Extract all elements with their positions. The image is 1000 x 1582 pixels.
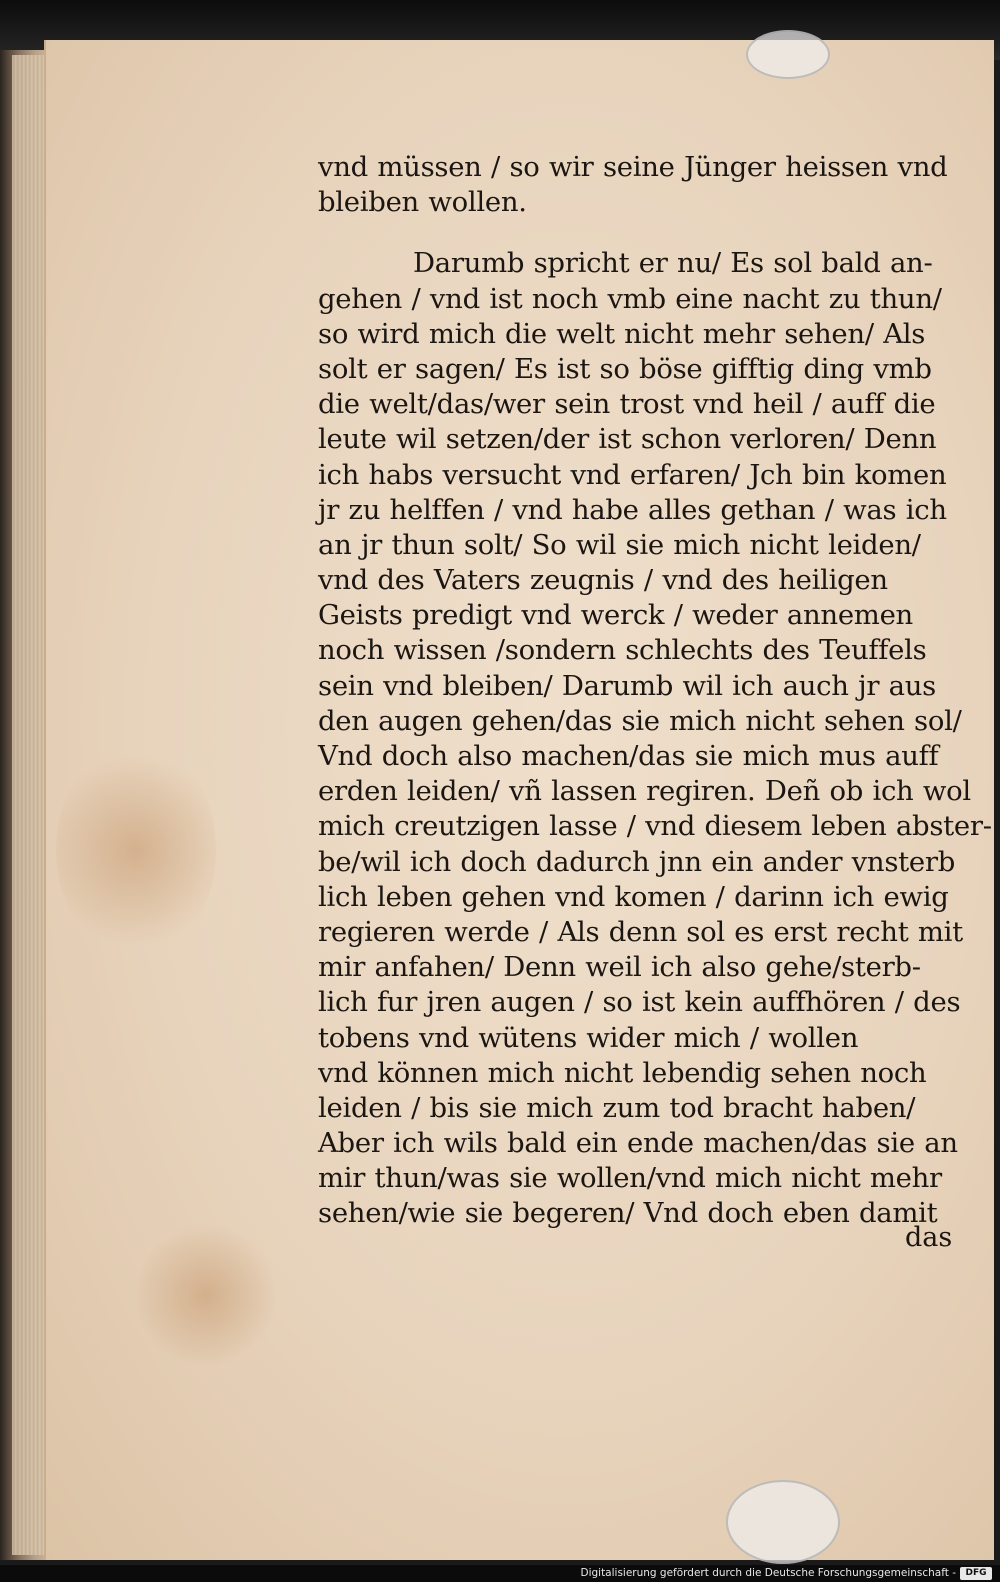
text-line: vnd des Vaters zeugnis / vnd des heiligen [318,564,888,597]
text-line: an jr thun solt/ So wil sie mich nicht leiden/ [318,528,921,561]
page-clip-top [746,30,830,79]
text-line: sein vnd bleiben/ Darumb wil ich auch jr aus [318,669,936,702]
text-line: bleiben wollen. [318,186,527,219]
dfg-logo: DFG [960,1567,992,1580]
text-line: Aber ich wils bald ein ende machen/das sie an [318,1127,958,1160]
text-line: lich leben gehen vnd komen / darinn ich ewig [318,880,949,913]
page-clip-bottom [726,1480,840,1564]
text-line: Vnd doch also machen/das sie mich mus auff [318,740,939,772]
text-line: vnd müssen / so wir seine Jünger heissen vnd [318,151,948,183]
text-line: leute wil setzen/der ist schon verloren/ Denn [318,423,937,456]
text-line: gehen / vnd ist noch vmb eine nacht zu thun/ [318,282,942,315]
text-line: den augen gehen/das sie mich nicht sehen sol/ [318,704,962,737]
catchword: das [905,1222,953,1253]
text-line: die welt/das/wer sein trost vnd heil / auff die [318,388,936,421]
text-line: regieren werde / Als denn sol es erst recht mit [318,915,963,948]
text-line: be/wil ich doch dadurch jnn ein ander vnsterb [318,845,956,878]
text-line: jr zu helffen / vnd habe alles gethan / was ich [318,493,947,526]
page-text [318,150,992,1232]
text-line: sehen/wie sie begeren/ Vnd doch eben damit [318,1197,938,1230]
text-line: vnd können mich nicht lebendig sehen noch [318,1056,927,1089]
text-line: Geists predigt vnd werck / weder annemen [318,599,913,632]
text-line: noch wissen /sondern schlechts des Teuffels [318,634,927,667]
text-line-paragraph-start: Darumb spricht er nu/ Es sol bald an- [413,247,933,280]
text-line: so wird mich die welt nicht mehr sehen/ Als [318,317,926,350]
water-stain [56,740,216,960]
text-line: tobens vnd wütens wider mich / wollen [318,1021,859,1054]
text-line: erden leiden/ vñ lassen regiren. Deñ ob ich wol [318,775,971,808]
text-line: mich creutzigen lasse / vnd diesem leben abster- [318,810,992,843]
text-line: ich habs versucht vnd erfaren/ Jch bin komen [318,458,947,491]
water-stain [136,1220,276,1370]
text-line: mir thun/was sie wollen/vnd mich nicht mehr [318,1162,942,1195]
text-line: leiden / bis sie mich zum tod bracht haben/ [318,1091,916,1124]
text-line: mir anfahen/ Denn weil ich also gehe/sterb- [318,951,921,984]
funding-credit: Digitalisierung gefördert durch die Deutsche Forschungsgemeinschaft - [580,1567,956,1579]
text-line: lich fur jren augen / so ist kein auffhören / des [318,986,961,1019]
text-line: solt er sagen/ Es ist so böse gifftig ding vmb [318,352,932,385]
